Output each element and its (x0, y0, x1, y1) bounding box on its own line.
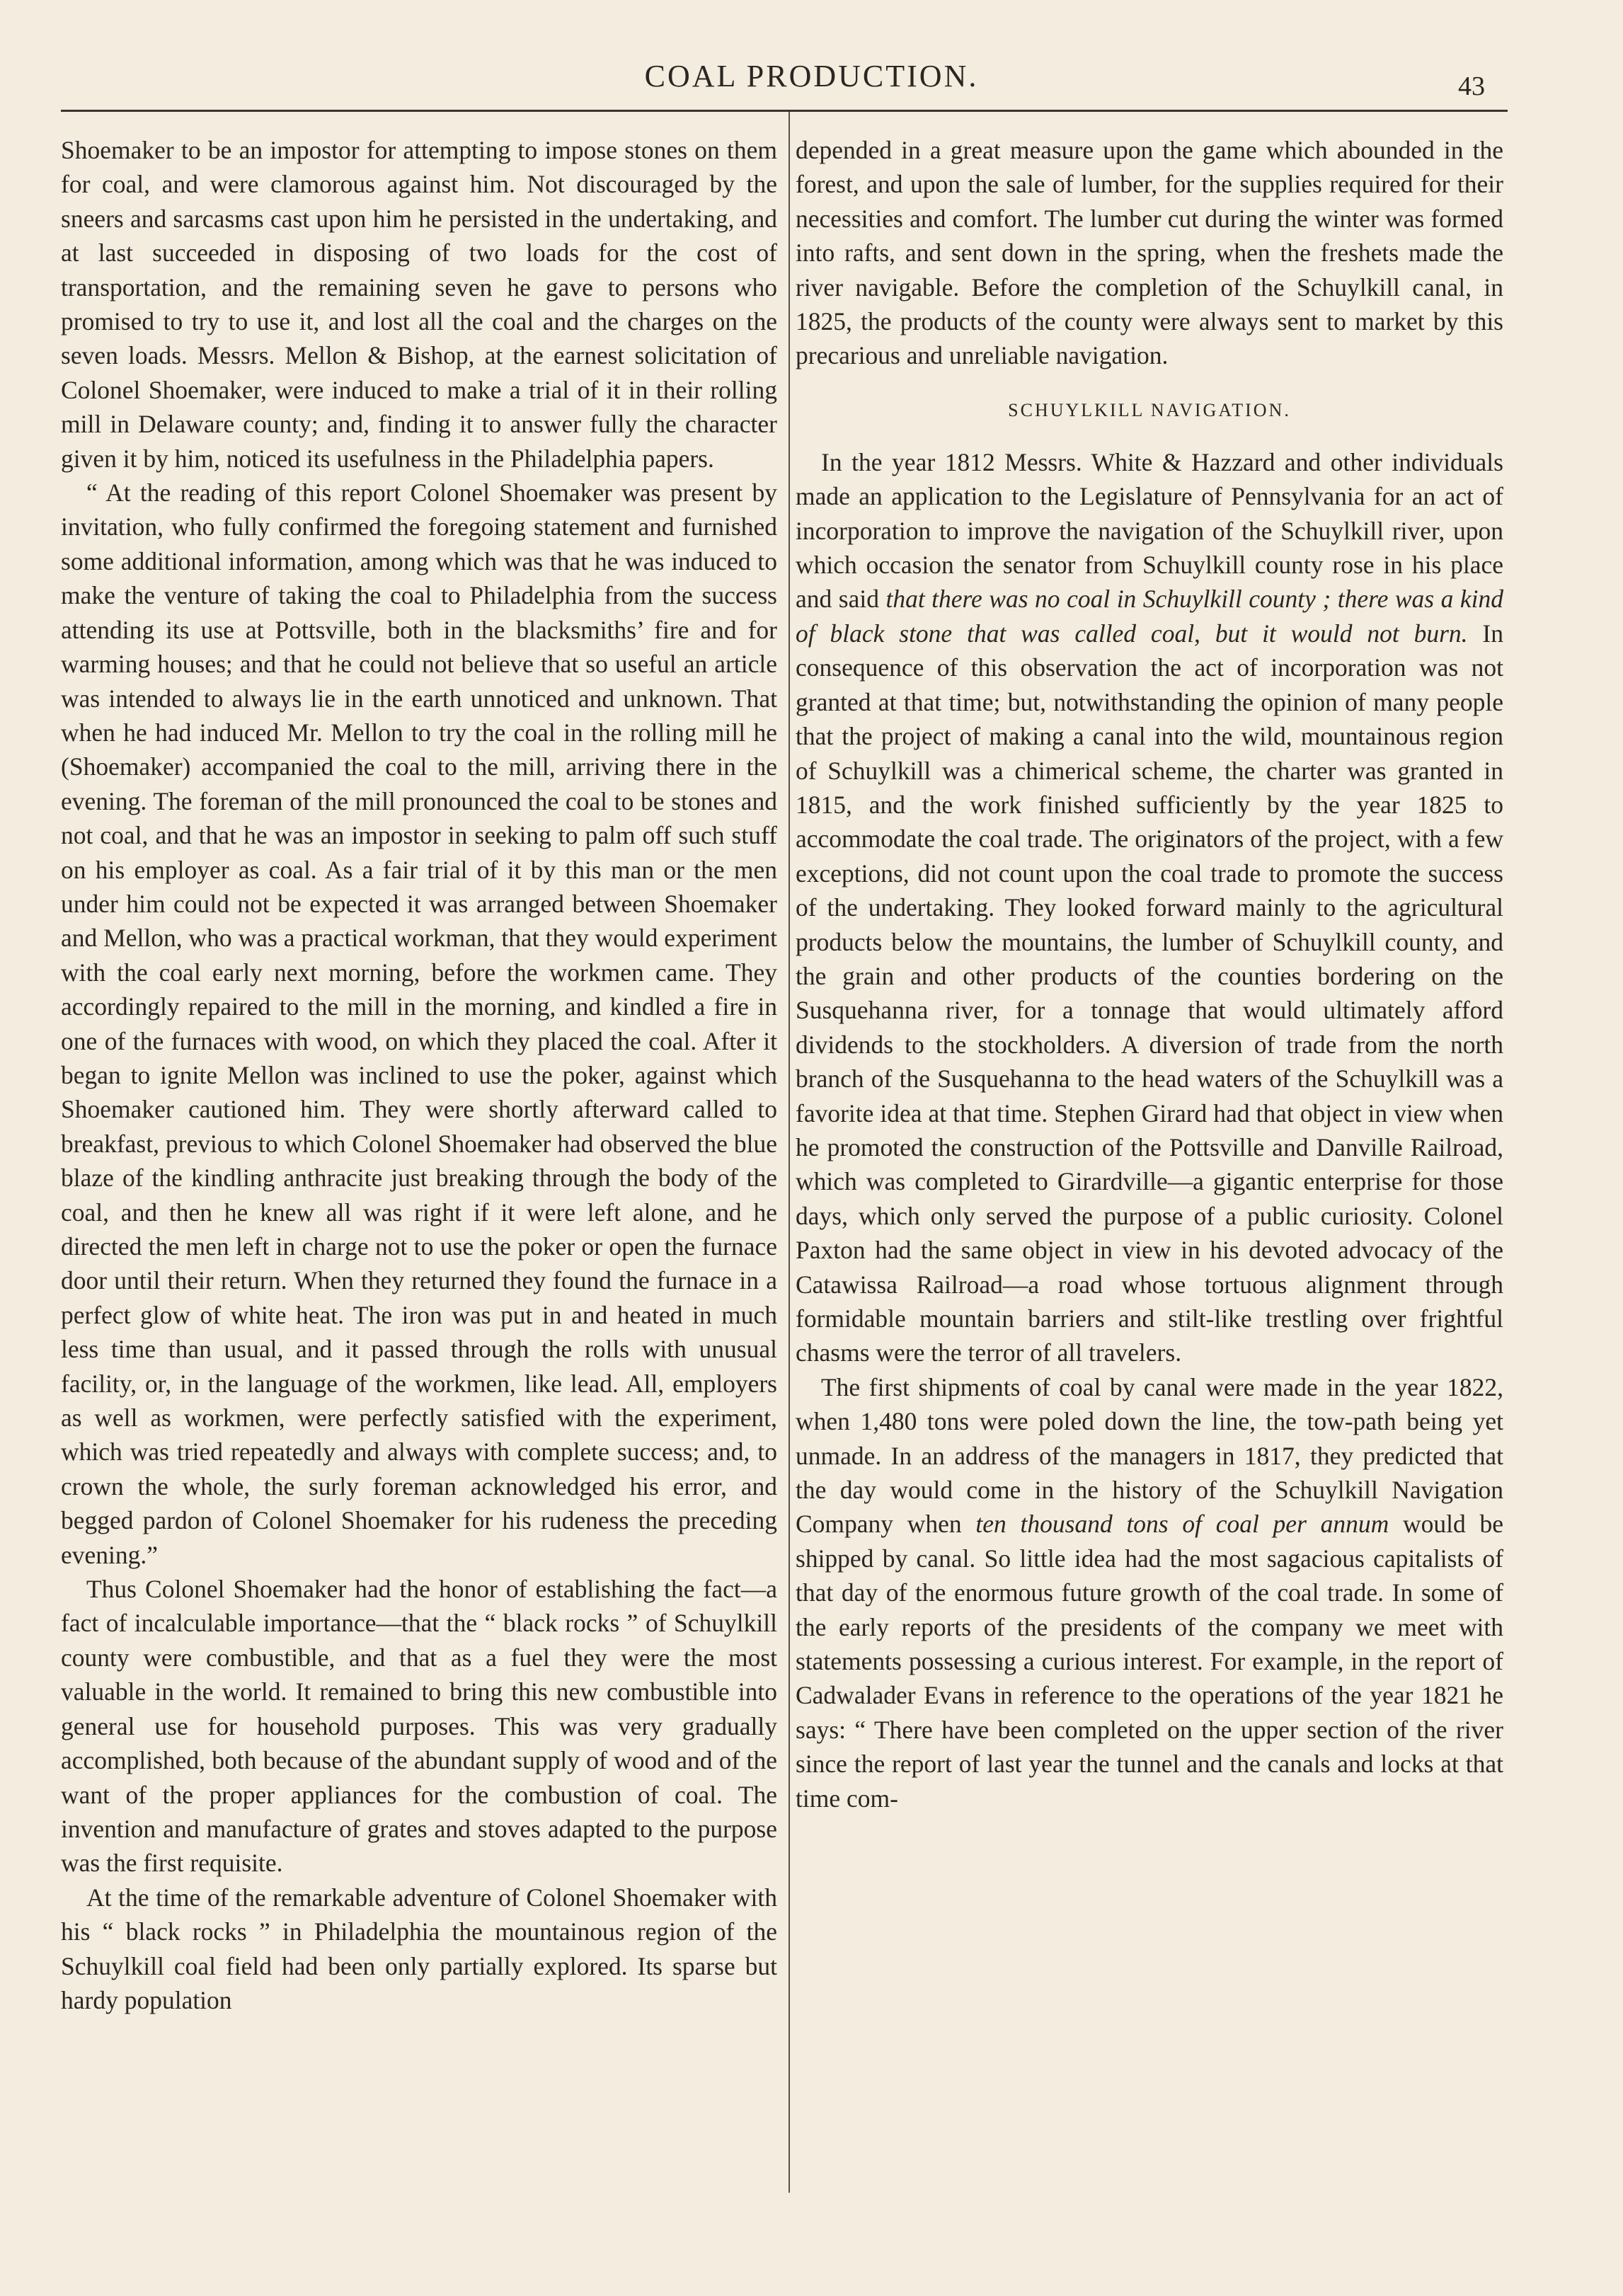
page-number: 43 (1458, 71, 1485, 101)
header-rule (61, 110, 1508, 112)
right-paragraph-3 (796, 1370, 1503, 1815)
right-paragraph-2 (796, 445, 1503, 1370)
left-paragraph-4: At the time of the remarkable adventure of Colonel Shoemaker with his “ black rocks ” in Philadelphia the mountainous region of the Schuylkill coal field had been only partially explored. Its sparse but hardy population (61, 1883, 777, 2014)
right-paragraph-1: depended in a great measure upon the game which abounded in the forest, and upon the sale of lumber, for the supplies required for their necessities and comfort. The lumber cut during the winter was formed into rafts, and sent down in the spring, when the freshets made the river navigable. Before the completion of the Schuylkill canal, in 1825, the products of the county were always sent to market by this precarious and unreliable navigation. (796, 136, 1503, 370)
page-header-title: COAL PRODUCTION. (644, 59, 979, 93)
right-column (796, 133, 1503, 1815)
left-paragraph-3: Thus Colonel Shoemaker had the honor of establishing the fact—a fact of incalculable importance—that the “ black rocks ” of Schuylkill county were combustible, and that as a fuel they were the most valuable in the world. It remained to bring this new combustible into general use for household purposes. This was very gradually accomplished, both because of the abundant supply of wood and of the want of the proper appliances for the combustion of coal. The invention and manufacture of grates and stoves adapted to the purpose was the first requisite. (61, 1575, 777, 1878)
section-heading: SCHUYLKILL NAVIGATION. (1008, 399, 1291, 420)
right-paragraph-2-quote: that there was no coal in Schuylkill county ; there was a kind of black stone that was called coal, but it would not burn. (796, 585, 1503, 648)
left-paragraph-2: “ At the reading of this report Colonel Shoemaker was present by invitation, who fully confirmed the foregoing statement and furnished some additional information, among which was that he was induced to make the venture of taking the coal to Philadelphia from the success attending its use at Pottsville, both in the blacksmiths’ fire and for warming houses; and that he could not believe that so useful an article was intended to always lie in the earth unnoticed and unknown. That when he had induced Mr. Mellon to try the coal in the rolling mill he (Shoemaker) accompanied the coal to the mill, arriving there in the evening. The foreman of the mill pronounced the coal to be stones and not coal, and that he was an impostor in seeking to palm off such stuff on his employer as coal. As a fair trial of it by this man or the men under him could not be expected it was arranged between Shoemaker and Mellon, who was a practical workman, that they would experiment with the coal early next morning, before the workmen came. They accordingly repaired to the mill in the morning, and kindled a fire in one of the furnaces with wood, on which they placed the coal. After it began to ignite Mellon was inclined to use the poker, against which Shoemaker cautioned him. They were shortly afterward called to breakfast, previous to which Colonel Shoemaker had observed the blue blaze of the kindling anthracite just breaking through the body of the coal, and then he knew all was right if it were left alone, and he directed the men left in charge not to use the poker or open the furnace door until their return. When they returned they found the furnace in a perfect glow of white heat. The iron was put in and heated in much less time than usual, and it passed through the rolls with unusual facility, or, in the language of the workmen, like lead. All, employers as well as workmen, were perfectly satisfied with the experiment, which was tried repeatedly and always with complete success; and, to crown the whole, the surly foreman acknowledged his error, and begged pardon of Colonel Shoemaker for his rudeness the preceding evening.” (61, 478, 777, 1569)
left-column (61, 133, 777, 2017)
right-paragraph-3-text-a: The first shipments of coal by canal were made in the year 1822, when 1,480 tons were poled down the line, the tow-path being yet unmade. In an address of the managers in 1817, they predicted that the day would come in the history of the Schuylkill Navigation Company when (796, 1372, 1503, 1539)
right-paragraph-3-text-b: would be shipped by canal. So little idea had the most sagacious capitalists of that day of the enormous future growth of the coal trade. In some of the early reports of the presidents of the company we meet with statements possessing a curious interest. For example, in the report of Cadwalader Evans in reference to the operations of the year 1821 he says: “ There have been completed on the upper section of the river since the report of last year the tunnel and the canals and locks at that time com- (796, 1510, 1503, 1813)
right-paragraph-2-text-a: In the year 1812 Messrs. White & Hazzard and other individuals made an application to the Legislature of Pennsylvania for an act of incorporation to improve the navigation of the Schuylkill river, upon which occasion the senator from Schuylkill county rose in his place and said (796, 447, 1503, 614)
column-divider (788, 112, 790, 2193)
right-paragraph-3-quote: ten thousand tons of coal per annum (975, 1510, 1389, 1539)
right-paragraph-2-text-b: In consequence of this observation the act of incorporation was not granted at that time; but, notwithstanding the opinion of many people that the project of making a canal into the wild, mountainous region of Schuylkill was a chimerical scheme, the charter was granted in 1815, and the work finished sufficiently by the year 1825 to accommodate the coal trade. The originators of the project, with a few exceptions, did not count upon the coal trade to promote the success of the undertaking. They looked forward mainly to the agricultural products below the mountains, the lumber of Schuylkill county, and the grain and other products of the counties bordering on the Susquehanna river, for a tonnage that would ultimately afford dividends to the stockholders. A diversion of trade from the north branch of the Susquehanna to the head waters of the Schuylkill was a favorite idea at that time. Stephen Girard had that object in view when he promoted the construction of the Pottsville and Danville Railroad, which was completed to Girardville—a gigantic enterprise for those days, which only served the purpose of a public curiosity. Colonel Paxton had the same object in view in his devoted advocacy of the Catawissa Railroad—a road whose tortuous alignment through formidable mountain barriers and stilt-like trestling over frightful chasms were the terror of all travelers. (796, 619, 1504, 1367)
left-paragraph-1: Shoemaker to be an impostor for attempting to impose stones on them for coal, and were clamorous against him. Not discouraged by the sneers and sarcasms cast upon him he persisted in the undertaking, and at last succeeded in disposing of two loads for the cost of transportation, and the remaining seven he gave to persons who promised to try to use it, and lost all the coal and the charges on the seven loads. Messrs. Mellon & Bishop, at the earnest solicitation of Colonel Shoemaker, were induced to make a trial of it in their rolling mill in Delaware county; and, finding it to answer fully the character given it by him, noticed its usefulness in the Philadelphia papers. (61, 136, 777, 473)
